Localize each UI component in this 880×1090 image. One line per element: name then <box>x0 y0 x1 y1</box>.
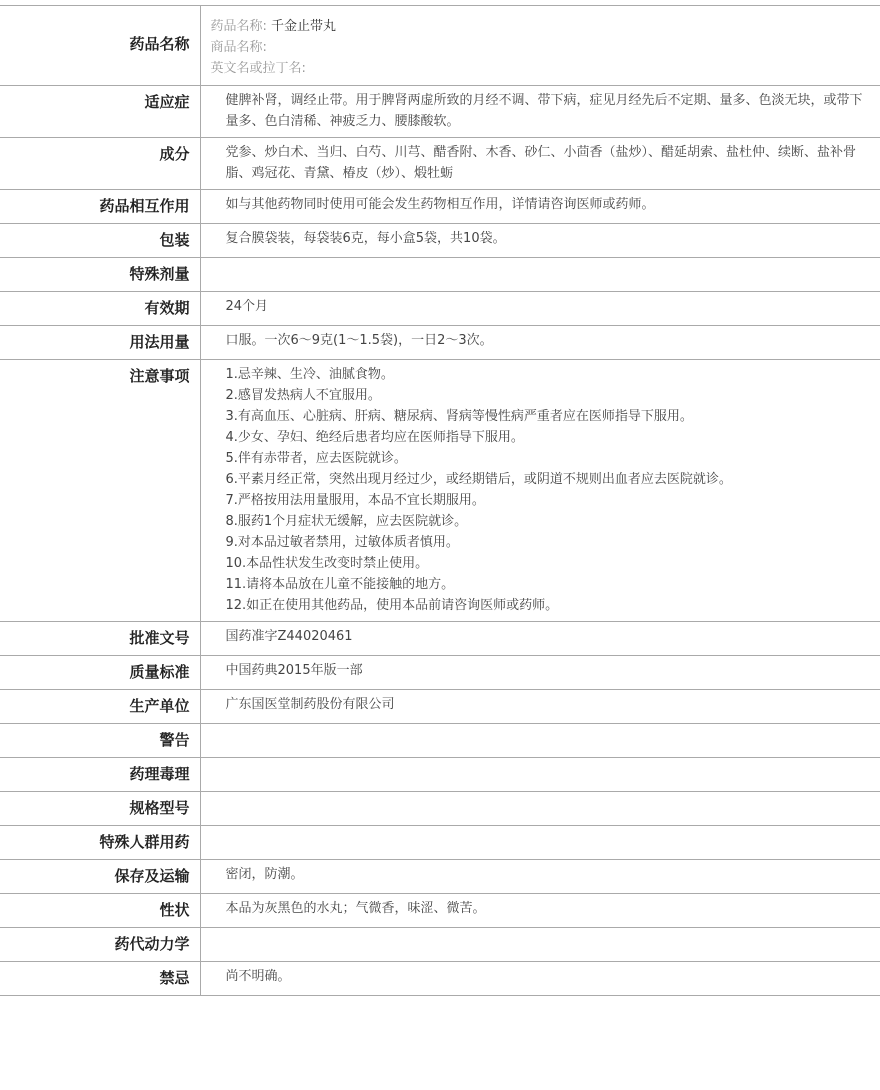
spec-value-quality-standard: 中国药典2015年版一部 <box>225 663 363 678</box>
precaution-item: 2.感冒发热病人不宜服用。 <box>225 388 381 403</box>
spec-value-manufacturer: 广东国医堂制药股份有限公司 <box>225 697 395 712</box>
spec-label-precautions: 注意事项 <box>0 360 200 622</box>
spec-row-quality-standard <box>0 656 880 690</box>
spec-value-specification <box>200 792 880 826</box>
spec-label-special-population: 特殊人群用药 <box>0 826 200 860</box>
english-name-line <box>211 58 871 79</box>
spec-label-shelf-life: 有效期 <box>0 292 200 326</box>
precaution-item: 10.本品性状发生改变时禁止使用。 <box>225 556 429 571</box>
spec-row-contraindications <box>0 962 880 996</box>
spec-value-approval: 国药准字Z44020461 <box>225 629 353 644</box>
spec-value-usage: 口服。一次6～9克(1～1.5袋)，一日2～3次。 <box>225 333 493 348</box>
spec-value-contraindications: 尚不明确。 <box>225 969 291 984</box>
spec-value-ingredients: 党参、炒白术、当归、白芍、川芎、醋香附、木香、砂仁、小茴香（盐炒）、醋延胡索、盐杜仲、续断、盐补骨脂、鸡冠花、青黛、椿皮（炒）、煅牡蛎 <box>225 145 857 181</box>
precaution-item: 11.请将本品放在儿童不能接触的地方。 <box>225 577 455 592</box>
precaution-item: 4.少女、孕妇、绝经后患者均应在医师指导下服用。 <box>225 430 524 445</box>
spec-label-interactions: 药品相互作用 <box>0 190 200 224</box>
spec-label-pharmacology: 药理毒理 <box>0 758 200 792</box>
spec-label-indications: 适应症 <box>0 86 200 138</box>
drug-name-value: 千金止带丸 <box>271 19 337 34</box>
precaution-item: 8.服药1个月症状无缓解，应去医院就诊。 <box>225 514 468 529</box>
spec-row-description <box>0 894 880 928</box>
trade-name-label: 商品名称: <box>210 40 267 55</box>
precaution-item: 12.如正在使用其他药品，使用本品前请咨询医师或药师。 <box>225 598 559 613</box>
spec-row-approval <box>0 622 880 656</box>
drug-name-label: 药品名称: <box>210 19 267 34</box>
spec-row-specification <box>0 792 880 826</box>
spec-value-pharmacology <box>200 758 880 792</box>
spec-value-description: 本品为灰黑色的水丸；气微香，味涩、微苦。 <box>225 901 486 916</box>
spec-value-pharmacokinetics <box>200 928 880 962</box>
spec-row-warning <box>0 724 880 758</box>
spec-label-contraindications: 禁忌 <box>0 962 200 996</box>
spec-label-pharmacokinetics: 药代动力学 <box>0 928 200 962</box>
spec-value-precautions <box>200 360 880 622</box>
spec-row-storage <box>0 860 880 894</box>
spec-row-usage <box>0 326 880 360</box>
drug-name-line <box>211 16 871 37</box>
spec-row-special-dosage <box>0 258 880 292</box>
spec-row-interactions <box>0 190 880 224</box>
spec-value-indications: 健脾补肾，调经止带。用于脾肾两虚所致的月经不调、带下病，症见月经先后不定期、量多、色淡无块，或带下量多、色白清稀、神疲乏力、腰膝酸软。 <box>225 93 863 129</box>
spec-label-description: 性状 <box>0 894 200 928</box>
spec-value-shelf-life: 24个月 <box>225 299 269 314</box>
spec-label-packaging: 包装 <box>0 224 200 258</box>
spec-label-specification: 规格型号 <box>0 792 200 826</box>
spec-value-storage: 密闭，防潮。 <box>225 867 304 882</box>
spec-row-packaging <box>0 224 880 258</box>
precaution-item: 9.对本品过敏者禁用，过敏体质者慎用。 <box>225 535 459 550</box>
spec-label-manufacturer: 生产单位 <box>0 690 200 724</box>
spec-label-storage: 保存及运输 <box>0 860 200 894</box>
spec-label-special-dosage: 特殊剂量 <box>0 258 200 292</box>
spec-value-name <box>200 6 880 86</box>
spec-row-precautions <box>0 360 880 622</box>
spec-row-name <box>0 6 880 86</box>
spec-label-approval: 批准文号 <box>0 622 200 656</box>
drug-spec-table <box>0 5 880 996</box>
spec-label-name: 药品名称 <box>0 6 200 86</box>
precaution-item: 5.伴有赤带者，应去医院就诊。 <box>225 451 407 466</box>
spec-value-interactions: 如与其他药物同时使用可能会发生药物相互作用，详情请咨询医师或药师。 <box>225 197 655 212</box>
spec-row-pharmacokinetics <box>0 928 880 962</box>
spec-row-special-population <box>0 826 880 860</box>
english-name-label: 英文名或拉丁名: <box>210 61 306 76</box>
spec-row-indications <box>0 86 880 138</box>
spec-value-packaging: 复合膜袋装，每袋装6克，每小盒5袋，共10袋。 <box>225 231 506 246</box>
spec-value-special-dosage <box>200 258 880 292</box>
trade-name-line <box>211 37 871 58</box>
spec-label-ingredients: 成分 <box>0 138 200 190</box>
spec-row-shelf-life <box>0 292 880 326</box>
spec-row-manufacturer <box>0 690 880 724</box>
spec-label-warning: 警告 <box>0 724 200 758</box>
precaution-item: 7.严格按用法用量服用，本品不宜长期服用。 <box>225 493 485 508</box>
spec-value-warning <box>200 724 880 758</box>
spec-label-usage: 用法用量 <box>0 326 200 360</box>
precaution-item: 6.平素月经正常，突然出现月经过少，或经期错后，或阴道不规则出血者应去医院就诊。 <box>225 472 732 487</box>
spec-row-ingredients <box>0 138 880 190</box>
precaution-item: 1.忌辛辣、生冷、油腻食物。 <box>225 367 394 382</box>
spec-row-pharmacology <box>0 758 880 792</box>
spec-label-quality-standard: 质量标准 <box>0 656 200 690</box>
precaution-item: 3.有高血压、心脏病、肝病、糖尿病、肾病等慢性病严重者应在医师指导下服用。 <box>225 409 693 424</box>
spec-value-special-population <box>200 826 880 860</box>
